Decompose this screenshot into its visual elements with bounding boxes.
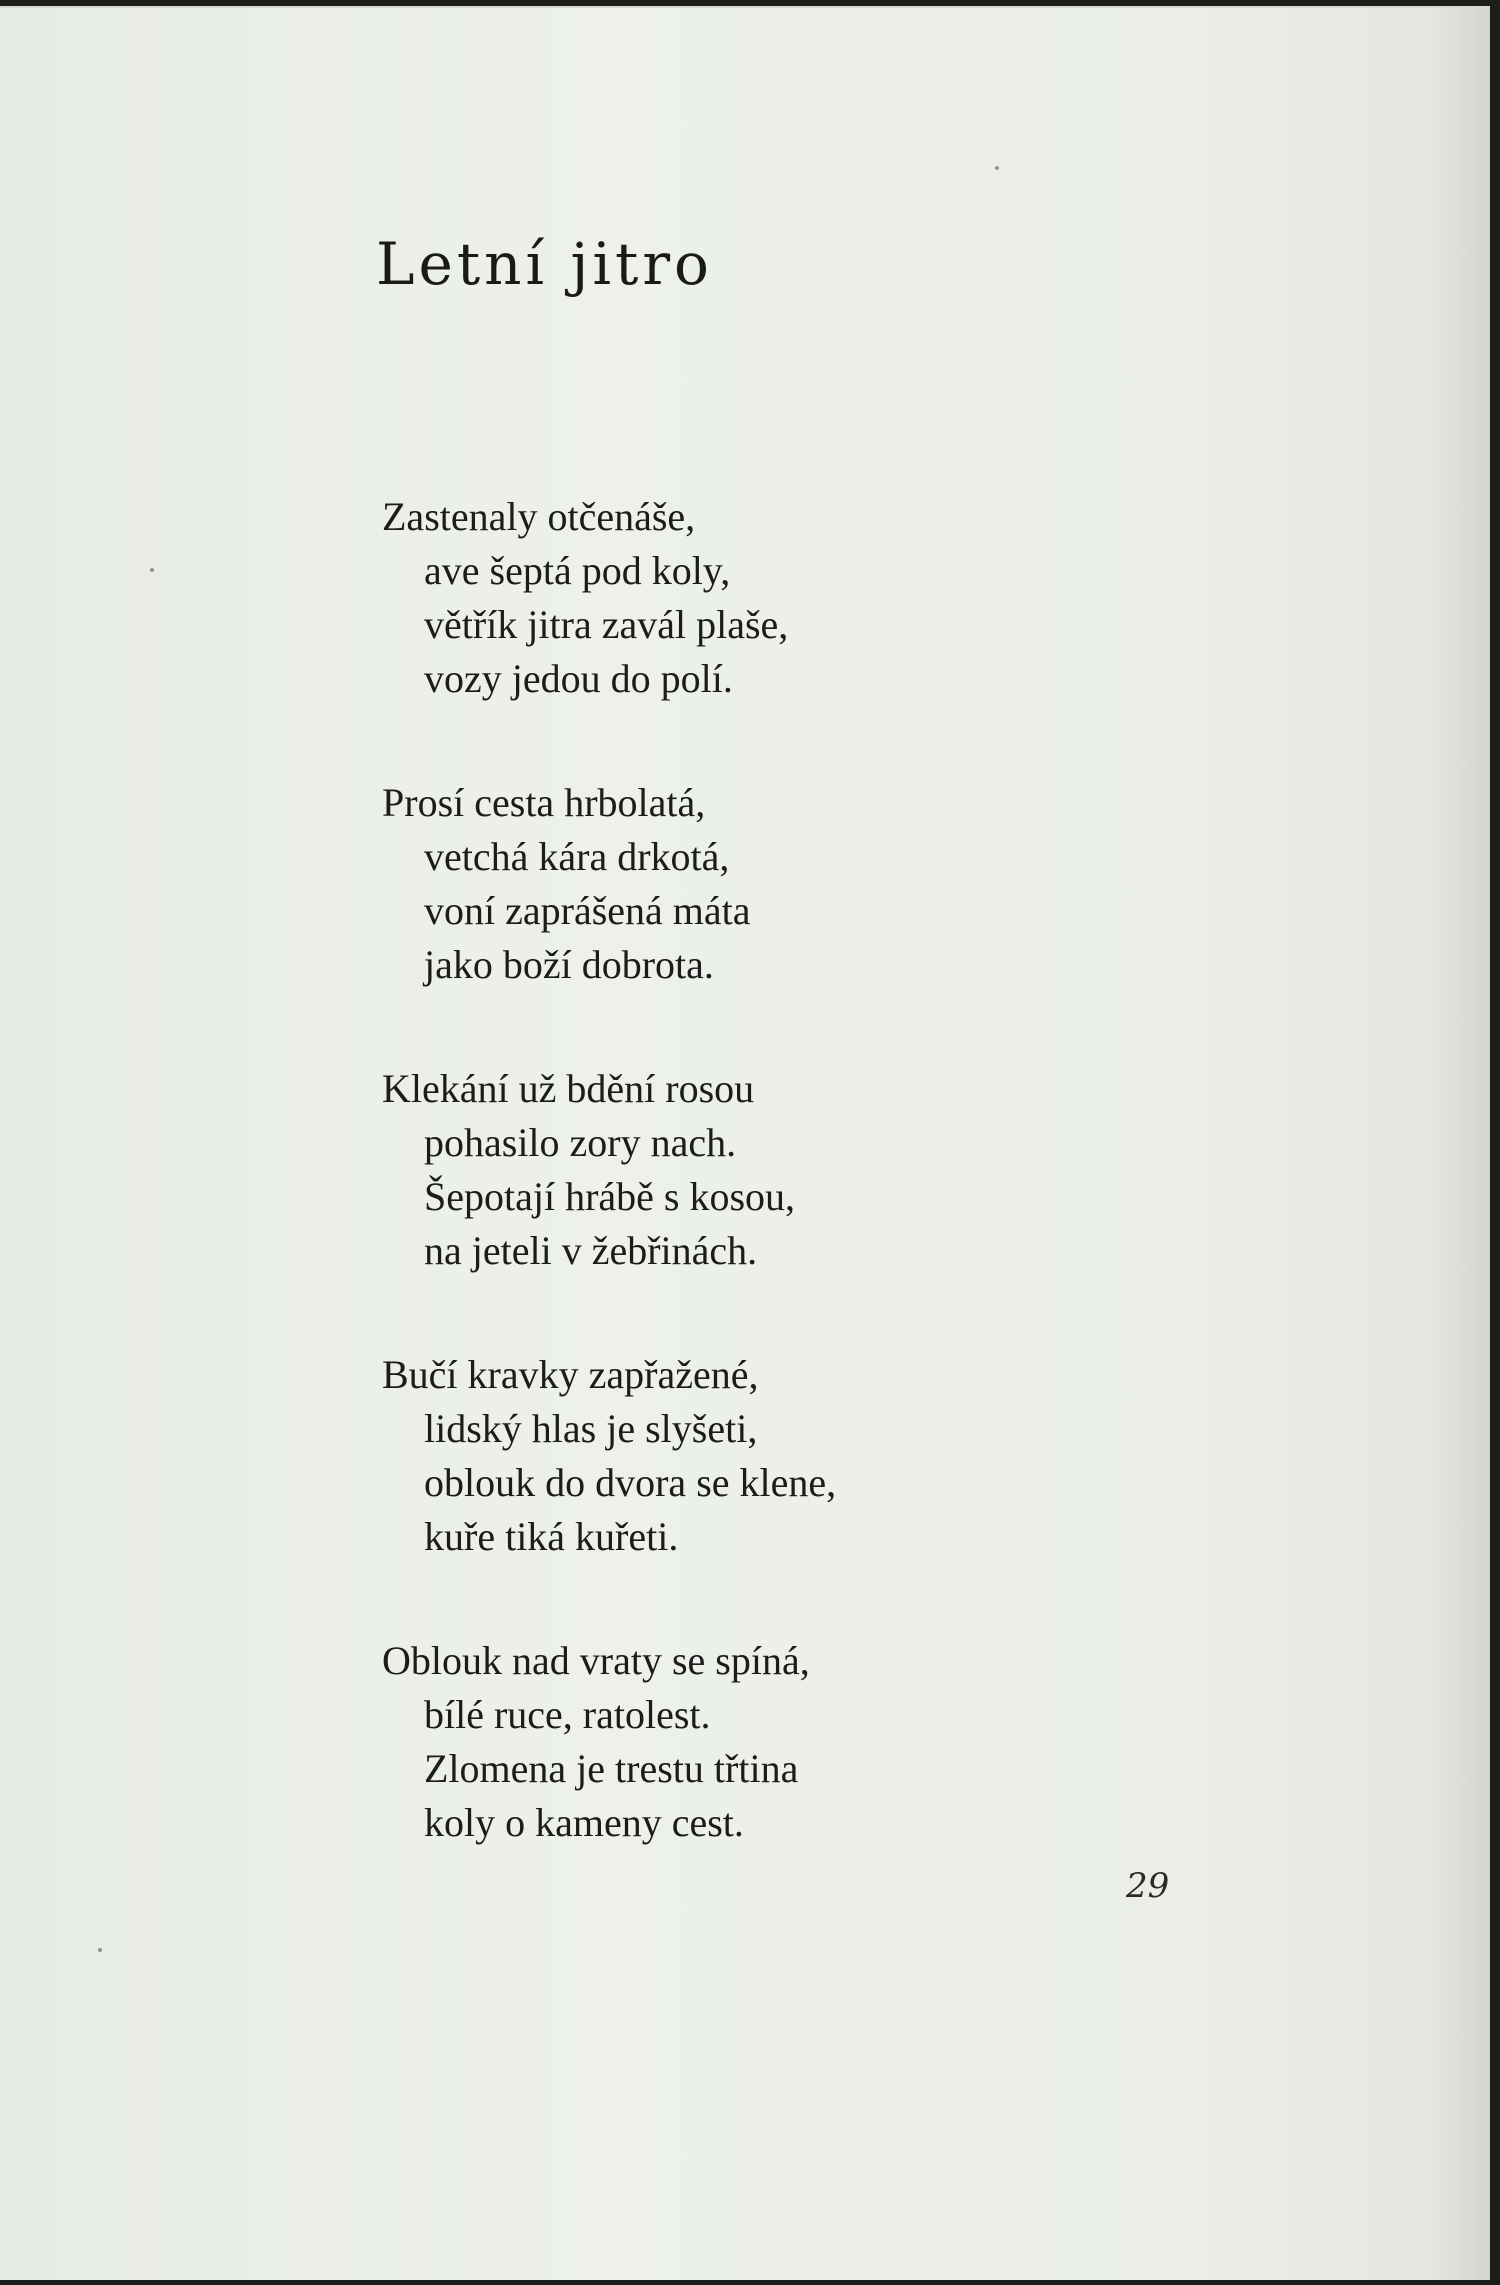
verse-line: bílé ruce, ratolest. (424, 1692, 711, 1737)
stanza (382, 1634, 1002, 1850)
poem-title: Letní jitro (376, 230, 713, 298)
poem-body (382, 490, 1002, 1920)
verse-line: vetchá kára drkotá, (424, 834, 730, 879)
paper-speck (98, 1948, 102, 1952)
verse-line: na jeteli v žebřinách. (424, 1228, 758, 1273)
verse-line: koly o kameny cest. (424, 1800, 744, 1845)
stanza (382, 1062, 1002, 1278)
verse-line: Prosí cesta hrbolatá, (382, 780, 706, 825)
stanza (382, 490, 1002, 706)
paper-speck (995, 166, 999, 170)
verse-line: kuře tiká kuřeti. (424, 1514, 679, 1559)
verse-line: oblouk do dvora se klene, (424, 1460, 837, 1505)
verse-line: Zastenaly otčenáše, (382, 494, 696, 539)
verse-line: Zlomena je trestu třtina (424, 1746, 799, 1791)
verse-line: větřík jitra zavál plaše, (424, 602, 789, 647)
verse-line: jako boží dobrota. (424, 942, 714, 987)
page-number: 29 (1126, 1866, 1170, 1906)
stanza (382, 776, 1002, 992)
verse-line: Klekání už bdění rosou (382, 1066, 755, 1111)
verse-line: voní zaprášená máta (424, 888, 751, 933)
verse-line: Bučí kravky zapřažené, (382, 1352, 759, 1397)
verse-line: vozy jedou do polí. (424, 656, 733, 701)
stanza (382, 1348, 1002, 1564)
book-page (0, 6, 1490, 2280)
paper-speck (150, 568, 154, 572)
verse-line: ave šeptá pod koly, (424, 548, 731, 593)
verse-line: Šepotají hrábě s kosou, (424, 1174, 796, 1219)
verse-line: lidský hlas je slyšeti, (424, 1406, 758, 1451)
verse-line: Oblouk nad vraty se spíná, (382, 1638, 810, 1683)
verse-line: pohasilo zory nach. (424, 1120, 737, 1165)
